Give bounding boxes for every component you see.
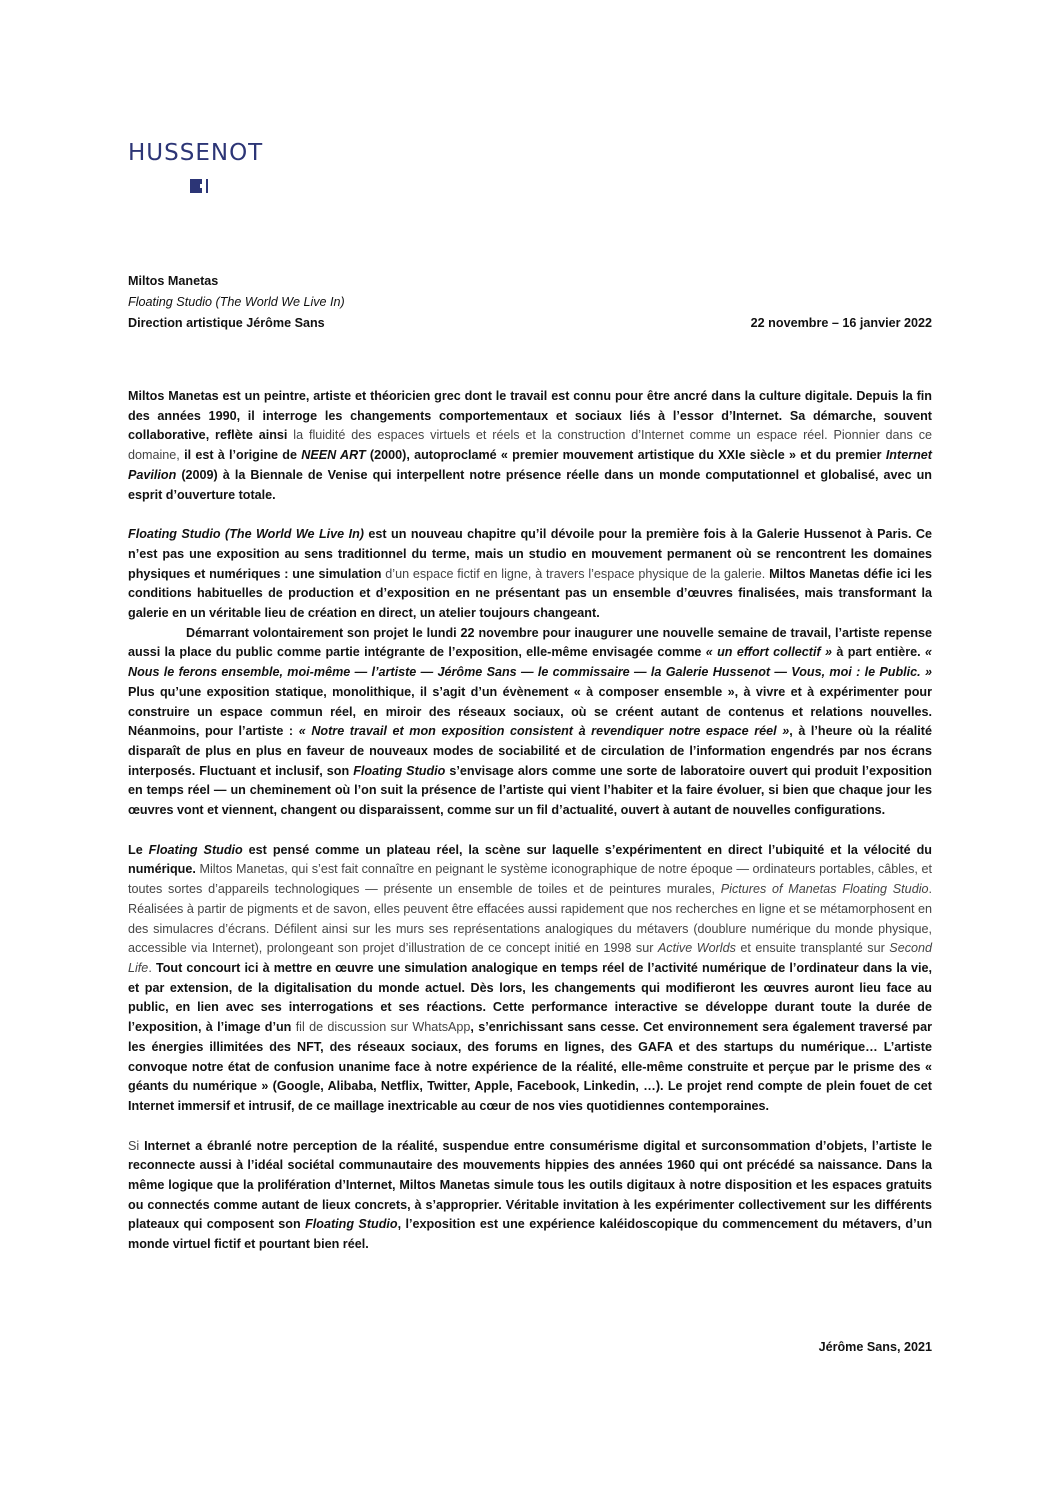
text-run: (2009) à la Biennale de Venise qui interpellent notre présence réelle dans un monde computationnel et globalisé, avec un esprit d’ouverture totale.: [128, 467, 932, 502]
text-run: Floating Studio: [305, 1217, 398, 1232]
text-run: (2000), autoproclamé « premier mouvement artistique du XXIe siècle » et du premier: [365, 448, 886, 463]
text-run: la fluidité des espaces virtuels et réels et la construction d’Internet comme un espace réel. Pionnier dans ce domaine,: [128, 428, 932, 463]
exhibition-title: Floating Studio (The World We Live In): [128, 295, 345, 309]
text-run: , s’enrichissant sans cesse. Cet environnement sera également traversé par les énergies illimitées des NFT, des réseaux sociaux, des forums en lignes, des GAFA et des startups du numérique… L’artiste convoque notre état de confusion unanime face à notre expérience de la réalité, elle-même construite et perçue par le prisme des « géants du numérique » (Google, Alibaba, Netflix, Twitter, Apple, Facebook, Linkedin, …). Le projet rend compte de plein fouet de cet Internet immersif et intrusif, de ce maillage inextricable au cœur de nos vies quotidiennes contemporaines.: [128, 1020, 932, 1113]
text-run: Tout concourt ici à mettre en œuvre une simulation analogique en temps réel de l’activité numérique de l’ordinateur dans la vie, et par extension, de la digitalisation du monde actuel. Dès lors, les changements qui modifieront les œuvres auront lieu face au public, en lien avec ses interrogations et ses réactions. Cette performance interactive se développe durant toute la durée de l’exposition, à l’image d’un: [128, 960, 932, 1035]
artistic-direction: Direction artistique Jérôme Sans: [128, 316, 325, 330]
text-run: Floating Studio: [353, 763, 446, 778]
paragraph-2: [128, 525, 932, 624]
text-run: « Nous le ferons ensemble, moi-même — l’artiste — Jérôme Sans — le commissaire — la Galerie Hussenot — Vous, moi : le Public. »: [128, 645, 932, 680]
text-run: . Réalisées à partir de pigments et de savon, elles peuvent être effacées aussi rapidement que nos recherches en ligne et se métamorphosent en des simulacres d’écrans. Défilent ainsi sur les murs ses représentations analogiques du métavers (doublure numérique du monde physique, accessible via Internet), prolongeant son projet d’illustration de ce concept initié en 1998 sur: [128, 882, 932, 956]
text-run: d’un espace fictif en ligne, à travers l’espace physique de la galerie.: [385, 566, 766, 581]
text-run: est un nouveau chapitre qu’il dévoile pour la première fois à la Galerie Hussenot à Paris. Ce n’est pas une exposition au sens traditionnel du terme, mais un studio en mouvement permanent où se rencontrent les domaines physiques et numériques : une simulation: [128, 527, 932, 581]
text-run: Démarrant volontairement son projet le lundi 22 novembre pour inaugurer une nouvelle semaine de travail, l’artiste repense aussi la place du public comme partie intégrante de l’exposition, elle-même envisagée comme: [128, 625, 932, 660]
paragraph-5: [128, 1137, 932, 1255]
text-run: Active Worlds: [657, 941, 736, 956]
text-run: « un effort collectif »: [705, 645, 833, 660]
text-run: .: [148, 960, 152, 975]
text-run: Floating Studio: [148, 842, 243, 857]
paragraph-1: [128, 387, 932, 505]
text-run: Miltos Manetas est un peintre, artiste et théoricien grec dont le travail est connu pour être ancré dans la culture digitale. Depuis la fin des années 1990, il interroge les changements comportementaux et sociaux liés à l’essor d’Internet. Sa démarche, souvent collaborative, reflète ainsi: [128, 389, 932, 443]
logo-wordmark: HUSSENOT: [128, 140, 264, 166]
text-run: , à l’heure où la réalité disparaît de plus en plus en faveur de nouveaux modes de sociabilité et de circulation de l’information engendrés par nos écrans interposés. Fluctuant et inclusif, son: [128, 724, 932, 778]
text-run: Si: [128, 1138, 145, 1153]
text-run: il est à l’origine de: [179, 448, 302, 463]
gallery-logo: [128, 140, 278, 202]
text-run: , l’exposition est une expérience kaléidoscopique du commencement du métavers, d’un monde virtuel fictif et pourtant bien réel.: [128, 1217, 933, 1252]
paragraph-3: [128, 624, 932, 821]
exhibition-dates: 22 novembre – 16 janvier 2022: [750, 316, 932, 330]
text-run: Pictures of Manetas Floating Studio: [720, 882, 929, 897]
text-run: est pensé comme un plateau réel, la scène sur laquelle s’expérimentent en direct l’ubiquité et la vélocité du numérique.: [128, 842, 933, 877]
text-run: fil de discussion sur WhatsApp: [295, 1020, 471, 1035]
text-run: NEEN ART: [301, 448, 366, 463]
text-run: Floating Studio (The World We Live In): [128, 527, 364, 542]
text-run: et ensuite transplanté sur: [735, 941, 890, 956]
text-run: Miltos Manetas, qui s’est fait connaître en peignant le système iconographique de notre époque — ordinateurs portables, câbles, et toutes sortes d’appareils technologiques — présente un ensemble de toiles et de peintures murales,: [128, 862, 932, 897]
hussenot-square-icon: [190, 179, 210, 193]
text-run: Internet Pavilion: [128, 448, 932, 482]
exhibition-header: [128, 271, 932, 334]
text-run: « Notre travail et mon exposition consistent à revendiquer notre espace réel »: [298, 724, 790, 739]
text-run: Miltos Manetas défie ici les conditions habituelles de production et d’exposition en ne présentant pas un ensemble d’œuvres finalisées, mais transformant la galerie en un véritable lieu de création en direct, un atelier toujours changeant.: [128, 566, 933, 621]
text-run: Le: [128, 842, 149, 857]
text-run: à part entière.: [832, 645, 925, 660]
text-run: s’envisage alors comme une sorte de laboratoire ouvert qui produit l’exposition en temps réel — un cheminement où l’on suit la présence de l’artiste qui vient l’habiter et la faire évoluer, si bien que chaque jour les œuvres vont et viennent, changent ou disparaissent, comme sur un fil d’actualité, ouvert à autant de nouvelles configurations.: [128, 763, 932, 818]
paragraph-4: [128, 841, 932, 1117]
text-run: Plus qu’une exposition statique, monolithique, il s’agit d’un évènement « à composer ensemble », à vivre et à expérimenter pour construire un espace commun réel, en miroir des réseaux sociaux, où se créent autant de contenus et relations nouvelles. Néanmoins, pour l’artiste :: [128, 684, 932, 739]
author-signature: Jérôme Sans, 2021: [818, 1340, 932, 1354]
text-run: Internet a ébranlé notre perception de la réalité, suspendue entre consumérisme digital et surconsommation d’objets, l’artiste le reconnecte aussi à l’idéal sociétal communautaire des mouvements hippies des années 1960 qui ont précédé sa naissance. Dans la même logique que la prolifération d’Internet, Miltos Manetas simule tous les outils digitaux à notre disposition et les espaces gratuits ou connectés comme autant de lieux concrets, à s’approprier. Véritable invitation à les expérimenter collectivement sur les différents plateaux qui composent son: [128, 1138, 932, 1232]
text-run: Second Life: [128, 941, 933, 975]
artist-name: Miltos Manetas: [128, 274, 219, 288]
press-release-body: [128, 387, 932, 1275]
